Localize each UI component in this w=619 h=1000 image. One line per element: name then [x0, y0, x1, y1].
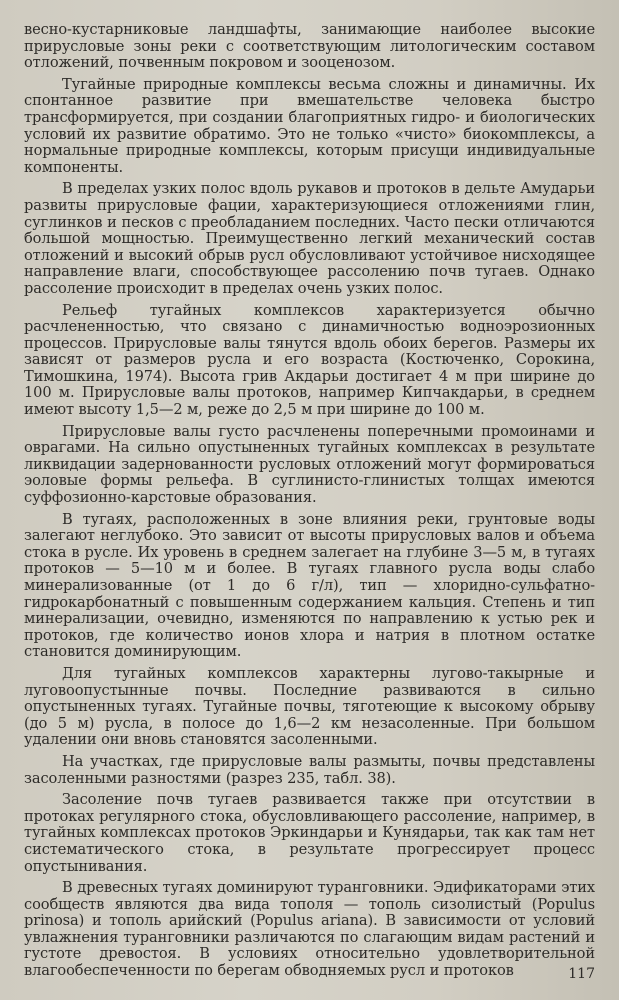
paragraph: В пределах узких полос вдоль рукавов и протоков в дельте Амударьи развиты прирусловые фации, характеризующиеся отложениями глин, суглинков и песков с преобладанием последних. Часто пески отличаются большой мощностью. Преимущественно легкий механический состав отложений и высокий обрыв русл обусловливают устойчивое нисходящее направление влаги, способствующее рассолению почв тугаев. Однако рассоление происходит в пределах очень узких полос.	[24, 180, 595, 297]
paragraph: Засоление почв тугаев развивается также при отсутствии в протоках регулярного стока, обусловливающего рассоление, например, в тугайных комплексах протоков Эркиндарьи и Кунядарьи, так как там нет систематического стока, в результате прогрессирует процесс опустынивания.	[24, 791, 595, 875]
paragraph: На участках, где прирусловые валы размыты, почвы представлены засоленными разностями (разрез 235, табл. 38).	[24, 752, 595, 787]
paragraph: Рельеф тугайных комплексов характеризуется обычно расчлененностью, что связано с динамичностью водноэрозионных процессов. Прирусловые валы тянутся вдоль обоих берегов. Размеры их зависят от размеров русла и его возраста (Костюченко, Сорокина, Тимошкина, 1974). Высота грив Акдарьи достигает 4 м при ширине до 100 м. Прирусловые валы протоков, например Кипчакдарьи, в среднем имеют высоту 1,5—2 м, реже до 2,5 м при ширине до 100 м.	[24, 301, 595, 419]
paragraph: В древесных тугаях доминируют туранговники. Эдификаторами этих сообществ являются два вида тополя — тополь сизолистый (Populus prinosa) и тополь арийский (Populus ariana). В зависимости от условий увлажнения туранговники различаются по слагающим видам растений и густоте древостоя. В условиях относительно удовлетворительной влагообеспеченности по берегам обводняемых русл и протоков	[24, 879, 595, 980]
paragraph: Прирусловые валы густо расчленены поперечными промоинами и оврагами. На сильно опустыненных тугайных комплексах в результате ликвидации задернованности русловых отложений могут формироваться эоловые формы рельефа. В суглинисто-глинистых толщах имеются суффозионно-карстовые образования.	[24, 422, 595, 507]
page-number: 117	[568, 966, 595, 982]
paragraph: Для тугайных комплексов характерны лугово-такырные и луговоопустынные почвы. Последние развиваются в сильно опустыненных тугаях. Тугайные почвы, тяготеющие к высокому обрыву (до 5 м) русла, в полосе до 1,6—2 км незасоленные. При большом удалении они вновь становятся засоленными.	[24, 664, 595, 749]
paragraph: В тугаях, расположенных в зоне влияния реки, грунтовые воды залегают неглубоко. Это зависит от высоты прирусловых валов и объема стока в русле. Их уровень в среднем залегает на глубине 3—5 м, в тугаях протоков — 5—10 м и более. В тугаях главного русла воды слабо минерализованные (от 1 до 6 г/л), тип — хлоридно-сульфатно-гидрокарбонатный с повышенным содержанием кальция. Степень и тип минерализации, очевидно, изменяются по направлению к устью рек и протоков, где количество ионов хлора и натрия в плотном остатке становится доминирующим.	[24, 510, 595, 661]
paragraph: весно-кустарниковые ландшафты, занимающие наиболее высокие прирусловые зоны реки с соответствующим литологическим составом отложений, почвенным покровом и зооценозом.	[24, 21, 595, 72]
body-text	[24, 22, 595, 980]
paragraph: Тугайные природные комплексы весьма сложны и динамичны. Их спонтанное развитие при вмешательстве человека быстро трансформируется, при создании благоприятных гидро- и биологических условий их развитие обратимо. Это не только «чисто» биокомплексы, а нормальные природные комплексы, которым присущи индивидуальные компоненты.	[24, 75, 595, 176]
